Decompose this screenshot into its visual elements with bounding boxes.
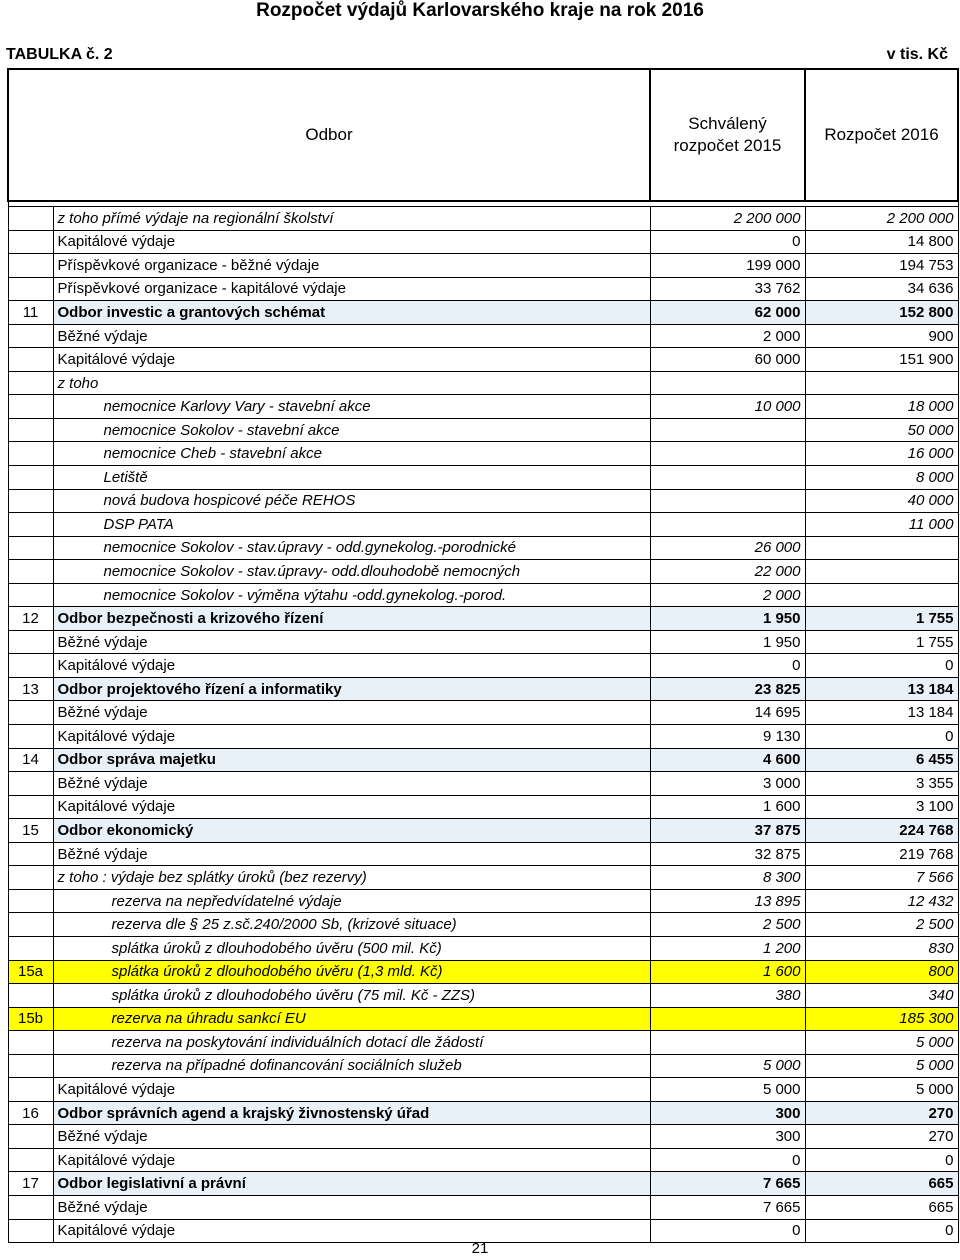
table-row	[8, 1007, 958, 1031]
row-code	[8, 466, 53, 490]
table-row	[8, 371, 958, 395]
row-value-2016: 5 000	[805, 1031, 958, 1055]
table-row	[8, 1078, 958, 1102]
header-budget-2015-line1: Schválený	[688, 114, 767, 133]
row-value-2015: 199 000	[650, 254, 805, 278]
row-label: nemocnice Sokolov - stav.úpravy - odd.gynekolog.-porodnické	[53, 536, 650, 560]
table-row	[8, 842, 958, 866]
table-row	[8, 960, 958, 984]
department-row	[8, 677, 958, 701]
table-row	[8, 489, 958, 513]
row-label: Odbor bezpečnosti a krizového řízení	[53, 607, 650, 631]
table-row	[8, 889, 958, 913]
row-label: Příspěvkové organizace - kapitálové výdaje	[53, 277, 650, 301]
row-code	[8, 984, 53, 1008]
table-row	[8, 1195, 958, 1219]
row-value-2016: 0	[805, 1219, 958, 1243]
header-budget-2015-line2: rozpočet 2015	[673, 136, 782, 155]
row-value-2016: 2 500	[805, 913, 958, 937]
row-value-2015: 5 000	[650, 1078, 805, 1102]
table-row	[8, 207, 958, 231]
row-value-2015: 380	[650, 984, 805, 1008]
department-row	[8, 1101, 958, 1125]
row-value-2016: 5 000	[805, 1054, 958, 1078]
row-value-2016: 0	[805, 654, 958, 678]
table-row	[8, 654, 958, 678]
table-row	[8, 254, 958, 278]
row-value-2015: 2 500	[650, 913, 805, 937]
table-row	[8, 1031, 958, 1055]
row-value-2016: 3 355	[805, 772, 958, 796]
table-row	[8, 772, 958, 796]
row-label: nemocnice Sokolov - stavební akce	[53, 418, 650, 442]
row-code: 11	[8, 301, 53, 325]
department-row	[8, 819, 958, 843]
row-code	[8, 654, 53, 678]
row-label: nová budova hospicové péče REHOS	[53, 489, 650, 513]
table-row	[8, 913, 958, 937]
row-label: Běžné výdaje	[53, 1195, 650, 1219]
table-row	[8, 1125, 958, 1149]
table-row	[8, 795, 958, 819]
row-value-2015: 14 695	[650, 701, 805, 725]
row-value-2016: 50 000	[805, 418, 958, 442]
row-label: Odbor investic a grantových schémat	[53, 301, 650, 325]
row-code	[8, 1054, 53, 1078]
row-label: Kapitálové výdaje	[53, 348, 650, 372]
table-row	[8, 442, 958, 466]
header-budget-2016: Rozpočet 2016	[805, 69, 958, 201]
row-code	[8, 418, 53, 442]
row-value-2016: 219 768	[805, 842, 958, 866]
row-code	[8, 254, 53, 278]
row-code	[8, 842, 53, 866]
row-code	[8, 395, 53, 419]
row-value-2015	[650, 1007, 805, 1031]
row-value-2015: 0	[650, 230, 805, 254]
row-value-2016: 40 000	[805, 489, 958, 513]
row-value-2016: 152 800	[805, 301, 958, 325]
row-value-2015: 1 600	[650, 795, 805, 819]
row-label: Odbor správa majetku	[53, 748, 650, 772]
row-label: Běžné výdaje	[53, 630, 650, 654]
row-code	[8, 889, 53, 913]
row-value-2016: 224 768	[805, 819, 958, 843]
table-label: TABULKA č. 2	[6, 46, 113, 63]
row-label: nemocnice Cheb - stavební akce	[53, 442, 650, 466]
row-value-2015: 2 000	[650, 583, 805, 607]
row-value-2016	[805, 560, 958, 584]
row-label: rezerva dle § 25 z.sč.240/2000 Sb, (krizové situace)	[53, 913, 650, 937]
row-value-2016: 5 000	[805, 1078, 958, 1102]
row-value-2015: 9 130	[650, 725, 805, 749]
row-label: rezerva na úhradu sankcí EU	[53, 1007, 650, 1031]
row-label: Kapitálové výdaje	[53, 725, 650, 749]
row-label: splátka úroků z dlouhodobého úvěru (1,3 mld. Kč)	[53, 960, 650, 984]
table-row	[8, 466, 958, 490]
table-row	[8, 536, 958, 560]
table-row	[8, 725, 958, 749]
row-value-2016: 194 753	[805, 254, 958, 278]
row-value-2016: 7 566	[805, 866, 958, 890]
row-value-2015: 2 000	[650, 324, 805, 348]
row-value-2016: 665	[805, 1172, 958, 1196]
row-value-2015: 3 000	[650, 772, 805, 796]
row-value-2016: 8 000	[805, 466, 958, 490]
row-value-2016: 11 000	[805, 513, 958, 537]
row-value-2015: 22 000	[650, 560, 805, 584]
row-value-2016: 6 455	[805, 748, 958, 772]
row-code	[8, 866, 53, 890]
row-code: 15	[8, 819, 53, 843]
row-value-2015: 300	[650, 1125, 805, 1149]
row-label: Běžné výdaje	[53, 1125, 650, 1149]
table-row	[8, 866, 958, 890]
row-label: z toho : výdaje bez splátky úroků (bez rezervy)	[53, 866, 650, 890]
row-label: Běžné výdaje	[53, 701, 650, 725]
row-value-2015	[650, 489, 805, 513]
department-row	[8, 607, 958, 631]
department-row	[8, 301, 958, 325]
row-label: Kapitálové výdaje	[53, 1148, 650, 1172]
header-odbor: Odbor	[8, 69, 650, 201]
row-value-2016: 185 300	[805, 1007, 958, 1031]
row-value-2015	[650, 466, 805, 490]
row-code	[8, 442, 53, 466]
row-label: Odbor legislativní a právní	[53, 1172, 650, 1196]
row-value-2016: 665	[805, 1195, 958, 1219]
row-value-2015: 1 950	[650, 607, 805, 631]
row-label: DSP PATA	[53, 513, 650, 537]
row-code	[8, 913, 53, 937]
header-budget-2015	[650, 69, 805, 201]
row-label: nemocnice Karlovy Vary - stavební akce	[53, 395, 650, 419]
row-value-2016: 0	[805, 1148, 958, 1172]
row-value-2016: 2 200 000	[805, 207, 958, 231]
row-value-2015: 7 665	[650, 1195, 805, 1219]
row-value-2016	[805, 583, 958, 607]
row-code	[8, 725, 53, 749]
row-value-2016: 0	[805, 725, 958, 749]
row-value-2016	[805, 536, 958, 560]
row-value-2015	[650, 371, 805, 395]
row-code: 14	[8, 748, 53, 772]
row-code	[8, 489, 53, 513]
row-value-2015: 37 875	[650, 819, 805, 843]
row-code	[8, 1195, 53, 1219]
row-code	[8, 371, 53, 395]
table-row	[8, 1148, 958, 1172]
department-row	[8, 1172, 958, 1196]
row-value-2016: 800	[805, 960, 958, 984]
row-value-2015: 0	[650, 654, 805, 678]
row-label: Příspěvkové organizace - běžné výdaje	[53, 254, 650, 278]
table-row	[8, 324, 958, 348]
table-row	[8, 936, 958, 960]
table-row	[8, 230, 958, 254]
row-value-2016: 13 184	[805, 701, 958, 725]
row-value-2015: 23 825	[650, 677, 805, 701]
row-code	[8, 630, 53, 654]
row-value-2015: 8 300	[650, 866, 805, 890]
row-code: 12	[8, 607, 53, 631]
page-number: 21	[471, 1240, 489, 1257]
table-row	[8, 701, 958, 725]
row-value-2016: 18 000	[805, 395, 958, 419]
table-row	[8, 1054, 958, 1078]
row-label: rezerva na poskytování individuálních dotací dle žádostí	[53, 1031, 650, 1055]
row-code	[8, 1148, 53, 1172]
table-row	[8, 277, 958, 301]
row-code: 17	[8, 1172, 53, 1196]
row-value-2015: 60 000	[650, 348, 805, 372]
row-label: nemocnice Sokolov - stav.úpravy- odd.dlouhodobě nemocných	[53, 560, 650, 584]
row-code	[8, 701, 53, 725]
row-code	[8, 348, 53, 372]
row-label: splátka úroků z dlouhodobého úvěru (75 mil. Kč - ZZS)	[53, 984, 650, 1008]
row-value-2015: 2 200 000	[650, 207, 805, 231]
row-label: Běžné výdaje	[53, 842, 650, 866]
page-title: Rozpočet výdajů Karlovarského kraje na rok 2016	[256, 0, 704, 21]
row-code: 15b	[8, 1007, 53, 1031]
row-code	[8, 795, 53, 819]
row-label: Kapitálové výdaje	[53, 654, 650, 678]
row-code	[8, 772, 53, 796]
budget-table-container	[7, 68, 957, 1243]
row-label: Odbor ekonomický	[53, 819, 650, 843]
row-value-2015: 13 895	[650, 889, 805, 913]
row-value-2015: 1 950	[650, 630, 805, 654]
row-value-2015: 1 200	[650, 936, 805, 960]
row-code	[8, 1031, 53, 1055]
row-label: Kapitálové výdaje	[53, 1078, 650, 1102]
row-value-2015: 33 762	[650, 277, 805, 301]
row-value-2016: 270	[805, 1101, 958, 1125]
unit-label: v tis. Kč	[886, 46, 948, 63]
row-code	[8, 1125, 53, 1149]
row-value-2016: 34 636	[805, 277, 958, 301]
table-body	[8, 201, 958, 1243]
row-label: Letiště	[53, 466, 650, 490]
row-value-2015: 10 000	[650, 395, 805, 419]
row-label: rezerva na případné dofinancování sociálních služeb	[53, 1054, 650, 1078]
row-label: Odbor správních agend a krajský živnostenský úřad	[53, 1101, 650, 1125]
row-code	[8, 324, 53, 348]
row-value-2015: 1 600	[650, 960, 805, 984]
row-value-2016	[805, 371, 958, 395]
row-code: 16	[8, 1101, 53, 1125]
row-value-2016: 1 755	[805, 630, 958, 654]
budget-table	[7, 68, 959, 1243]
row-code	[8, 583, 53, 607]
row-label: Běžné výdaje	[53, 324, 650, 348]
row-value-2016: 830	[805, 936, 958, 960]
row-code: 15a	[8, 960, 53, 984]
row-code	[8, 536, 53, 560]
row-value-2016: 13 184	[805, 677, 958, 701]
row-code	[8, 277, 53, 301]
department-row	[8, 748, 958, 772]
table-row	[8, 560, 958, 584]
row-value-2016: 1 755	[805, 607, 958, 631]
row-label: Běžné výdaje	[53, 772, 650, 796]
row-value-2016: 900	[805, 324, 958, 348]
table-row	[8, 583, 958, 607]
row-label: z toho	[53, 371, 650, 395]
row-value-2015: 0	[650, 1219, 805, 1243]
row-value-2016: 12 432	[805, 889, 958, 913]
row-value-2015	[650, 1031, 805, 1055]
row-value-2015: 26 000	[650, 536, 805, 560]
row-value-2015	[650, 418, 805, 442]
row-code	[8, 230, 53, 254]
row-value-2015: 62 000	[650, 301, 805, 325]
table-header-row	[8, 69, 958, 201]
row-value-2015: 300	[650, 1101, 805, 1125]
row-label: Kapitálové výdaje	[53, 795, 650, 819]
row-value-2016: 3 100	[805, 795, 958, 819]
table-row	[8, 513, 958, 537]
table-row	[8, 418, 958, 442]
row-label: z toho přímé výdaje na regionální školství	[53, 207, 650, 231]
row-value-2015: 7 665	[650, 1172, 805, 1196]
row-code: 13	[8, 677, 53, 701]
table-row	[8, 630, 958, 654]
row-value-2016: 270	[805, 1125, 958, 1149]
row-value-2015: 32 875	[650, 842, 805, 866]
row-label: nemocnice Sokolov - výměna výtahu -odd.gynekolog.-porod.	[53, 583, 650, 607]
table-row	[8, 348, 958, 372]
row-value-2016: 14 800	[805, 230, 958, 254]
table-row	[8, 984, 958, 1008]
row-value-2015: 5 000	[650, 1054, 805, 1078]
row-value-2015	[650, 442, 805, 466]
table-row	[8, 395, 958, 419]
row-value-2015: 4 600	[650, 748, 805, 772]
row-code	[8, 1078, 53, 1102]
row-value-2016: 16 000	[805, 442, 958, 466]
row-label: rezerva na nepředvídatelné výdaje	[53, 889, 650, 913]
row-label: Kapitálové výdaje	[53, 230, 650, 254]
row-code	[8, 560, 53, 584]
row-value-2015: 0	[650, 1148, 805, 1172]
row-label: Odbor projektového řízení a informatiky	[53, 677, 650, 701]
row-code	[8, 513, 53, 537]
row-value-2016: 340	[805, 984, 958, 1008]
row-label: Kapitálové výdaje	[53, 1219, 650, 1243]
row-label: splátka úroků z dlouhodobého úvěru (500 mil. Kč)	[53, 936, 650, 960]
row-value-2015	[650, 513, 805, 537]
row-code	[8, 936, 53, 960]
row-code	[8, 207, 53, 231]
row-value-2016: 151 900	[805, 348, 958, 372]
